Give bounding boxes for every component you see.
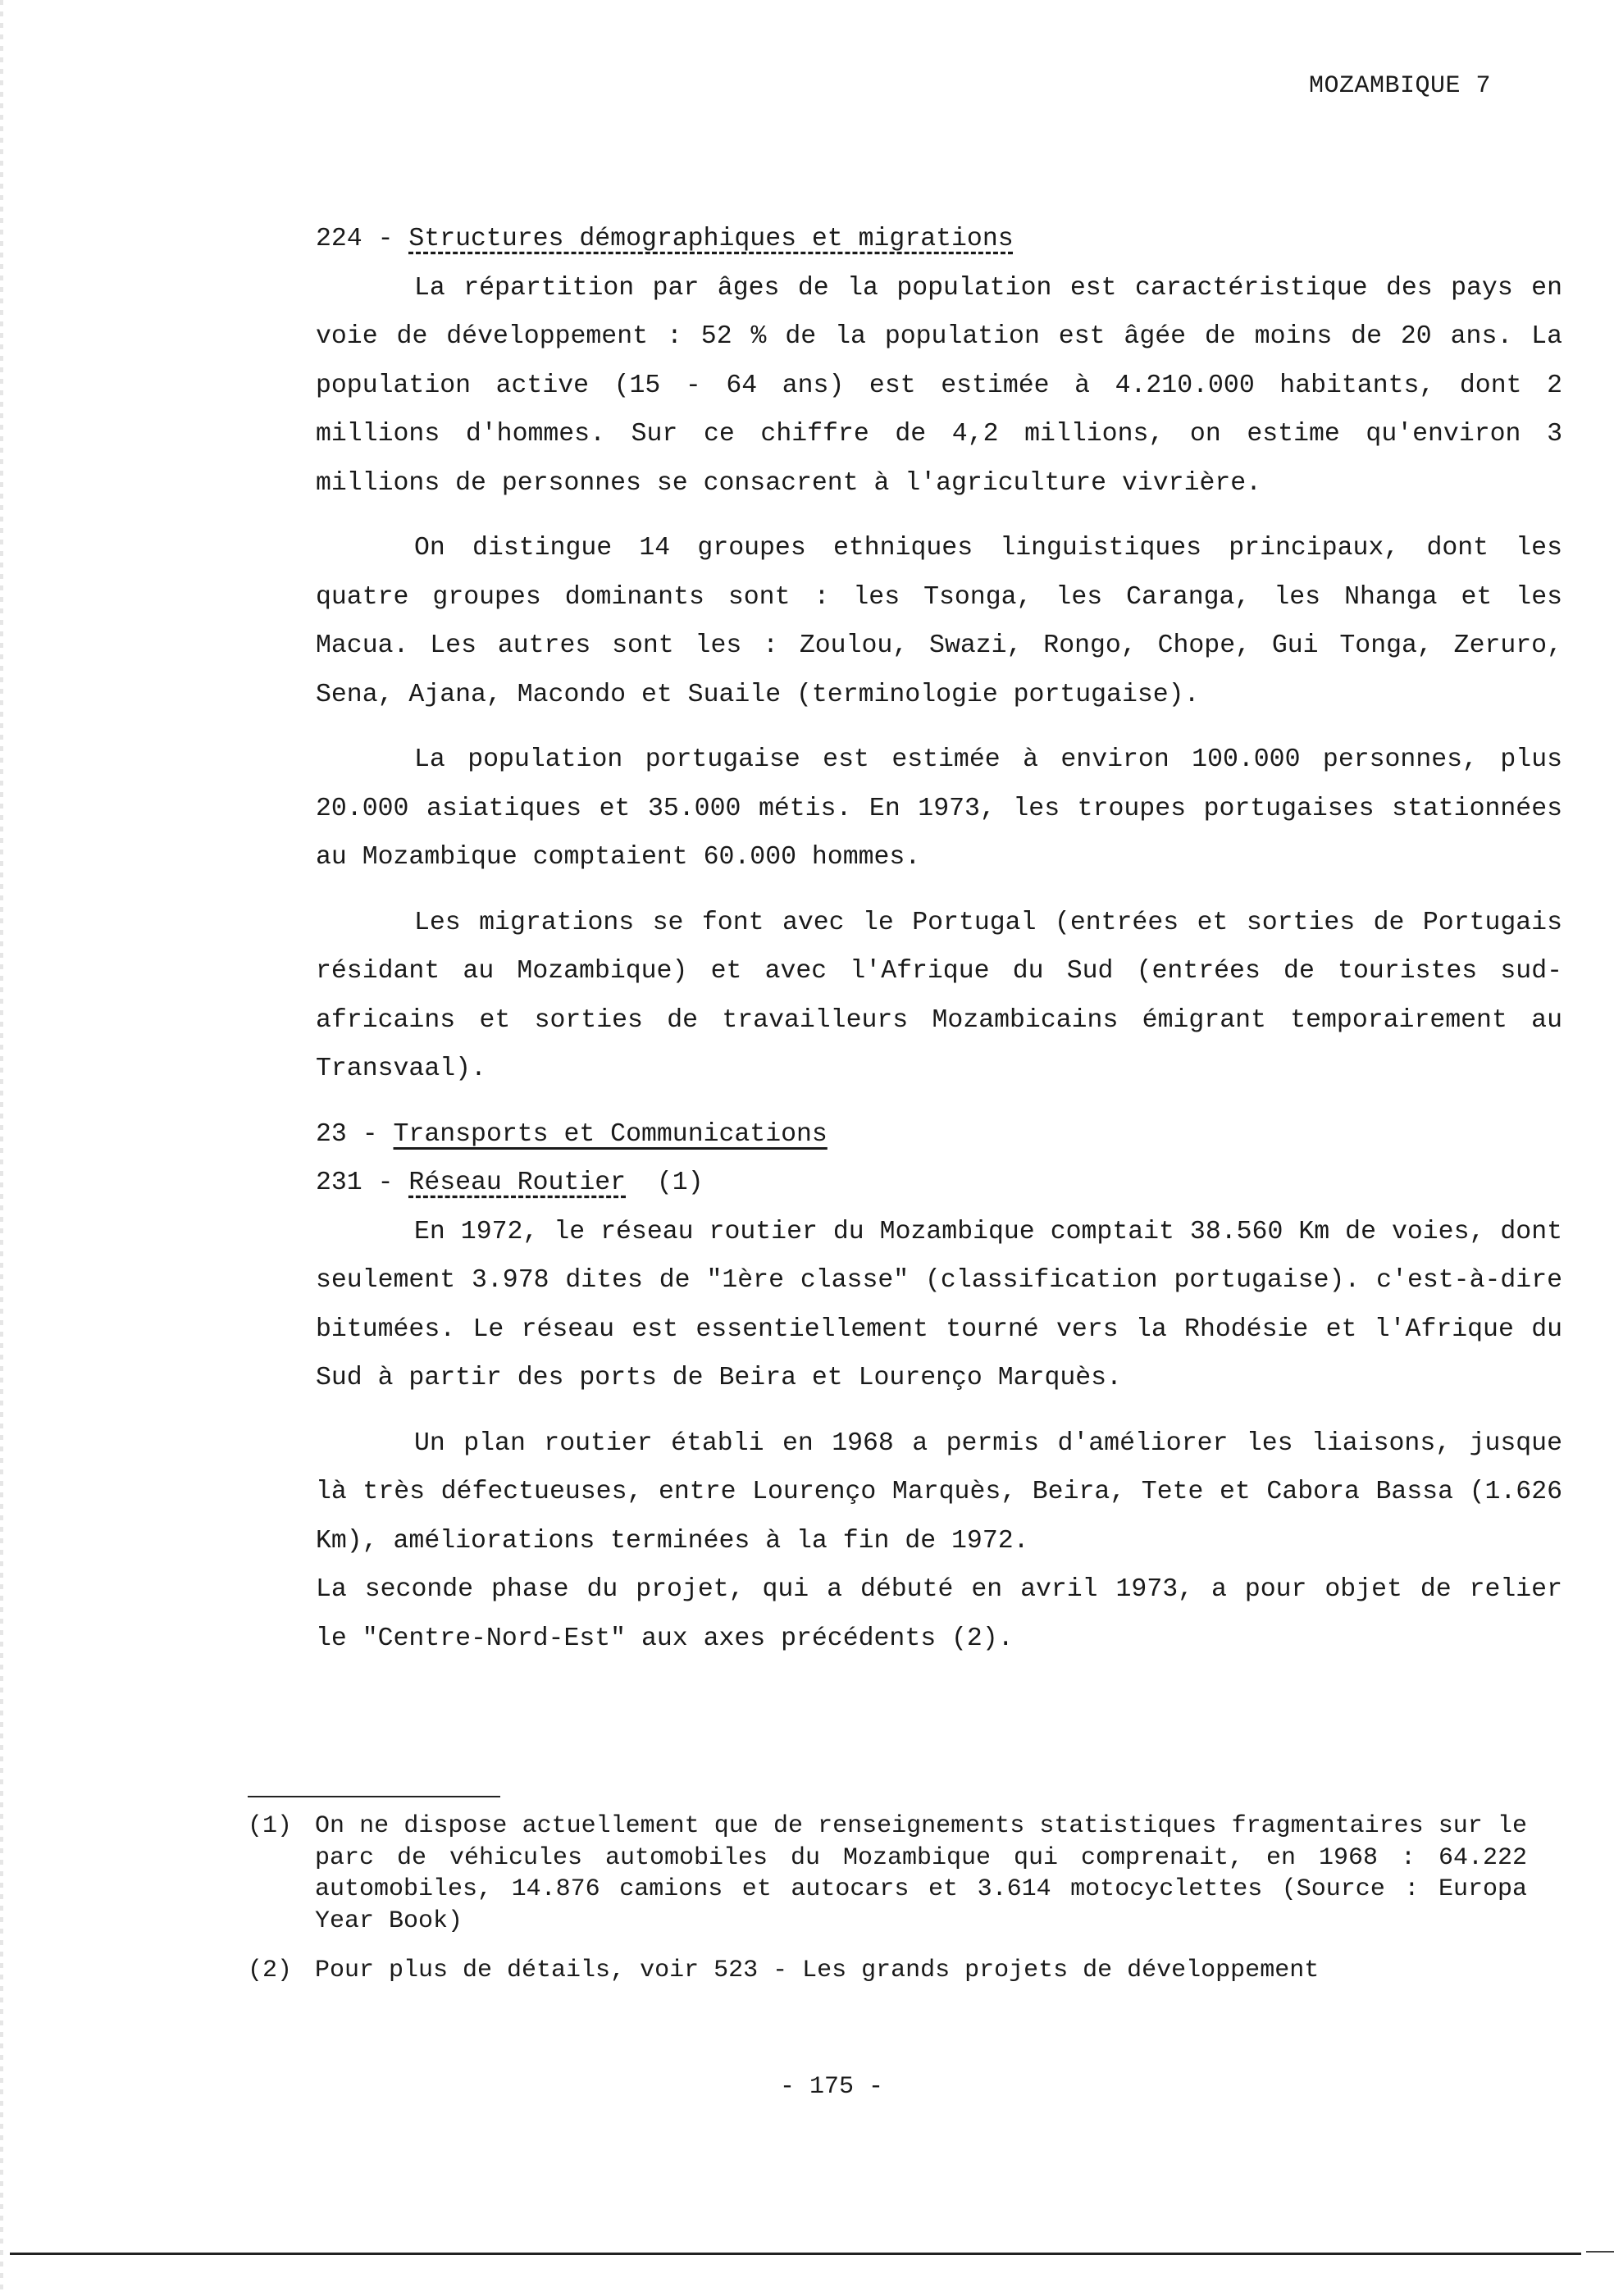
paragraph-portuguese-population: La population portugaise est estimée à environ 100.000 personnes, plus 20.000 asiatiques et 35.000 métis. En 1973, les troupes portugaises stationnées au Mozambique comptaient 60.000 hommes. xyxy=(316,745,1562,872)
scan-edge-artifact xyxy=(0,0,3,2296)
paragraph-second-phase: La seconde phase du projet, qui a débuté en avril 1973, a pour objet de relier le "Centre-Nord-Est" aux axes précédents (2). xyxy=(316,1575,1562,1653)
paragraph-age-distribution: La répartition par âges de la population est caractéristique des pays en voie de développement : 52 % de la population est âgée de moins de 20 ans. La population active (15 - 64 ans) est estimée à 4.210.000 habitants, dont 2 millions d'hommes. Sur ce chiffre de 4,2 millions, on estime qu'environ 3 millions de personnes se consacrent à l'agriculture vivrière. xyxy=(316,273,1562,498)
footnote-ref-1: (1) xyxy=(656,1168,704,1197)
footnote-separator xyxy=(248,1796,500,1797)
footnotes xyxy=(248,1811,1527,2005)
paragraph-migrations: Les migrations se font avec le Portugal (entrées et sorties de Portugais résidant au Mozambique) et avec l'Afrique du Sud (entrées de touristes sud-africains et sorties de travailleurs Mozambicains émigrant temporairement au Transvaal). xyxy=(316,908,1562,1083)
section-23-heading xyxy=(316,1110,1562,1159)
section-23-title: Transports et Communications xyxy=(393,1119,828,1149)
running-header: MOZAMBIQUE 7 xyxy=(1308,72,1491,100)
footnote-2 xyxy=(248,1955,1527,1987)
footnote-2-mark: (2) xyxy=(248,1957,293,1984)
bottom-border-line xyxy=(10,2253,1581,2255)
footnote-2-text: Pour plus de détails, voir 523 - Les grands projets de développement xyxy=(315,1957,1320,1984)
page-number: - 175 - xyxy=(779,2073,884,2101)
section-224-heading xyxy=(316,215,1562,264)
footnote-1-text: On ne dispose actuellement que de renseignements statistiques fragmentaires sur le parc de véhicules automobiles du Mozambique qui comprenait, en 1968 : 64.222 automobiles, 14.876 camions et autocars et 3.614 motocyclettes (Source : Europa Year Book) xyxy=(315,1812,1527,1935)
section-231-number: 231 - xyxy=(316,1168,394,1197)
bottom-border-line-end xyxy=(1586,2251,1614,2253)
body-text xyxy=(316,215,1562,1679)
section-231-heading xyxy=(316,1159,1562,1208)
paragraph-road-plan: Un plan routier établi en 1968 a permis d'améliorer les liaisons, jusque là très défectueuses, entre Lourenço Marquès, Beira, Tete et Cabora Bassa (1.626 Km), améliorations terminées à la fin de 1972. xyxy=(316,1428,1562,1556)
paragraph-road-network: En 1972, le réseau routier du Mozambique comptait 38.560 Km de voies, dont seulement 3.978 dites de "1ère classe" (classification portugaise). c'est-à-dire bitumées. Le réseau est essentiellement tourné vers la Rhodésie et l'Afrique du Sud à partir des ports de Beira et Lourenço Marquès. xyxy=(316,1217,1562,1392)
paragraph-ethnic-groups: On distingue 14 groupes ethniques linguistiques principaux, dont les quatre groupes dominants sont : les Tsonga, les Caranga, les Nhanga et les Macua. Les autres sont les : Zoulou, Swazi, Rongo, Chope, Gui Tonga, Zeruro, Sena, Ajana, Macondo et Suaile (terminologie portugaise). xyxy=(316,534,1562,709)
section-23-number: 23 - xyxy=(316,1119,378,1149)
section-224-number: 224 - xyxy=(316,225,394,253)
footnote-1 xyxy=(248,1811,1527,1937)
section-224-title: Structures démographiques et migrations xyxy=(408,225,1014,253)
footnote-1-mark: (1) xyxy=(248,1812,293,1840)
section-231-title: Réseau Routier xyxy=(408,1168,627,1197)
